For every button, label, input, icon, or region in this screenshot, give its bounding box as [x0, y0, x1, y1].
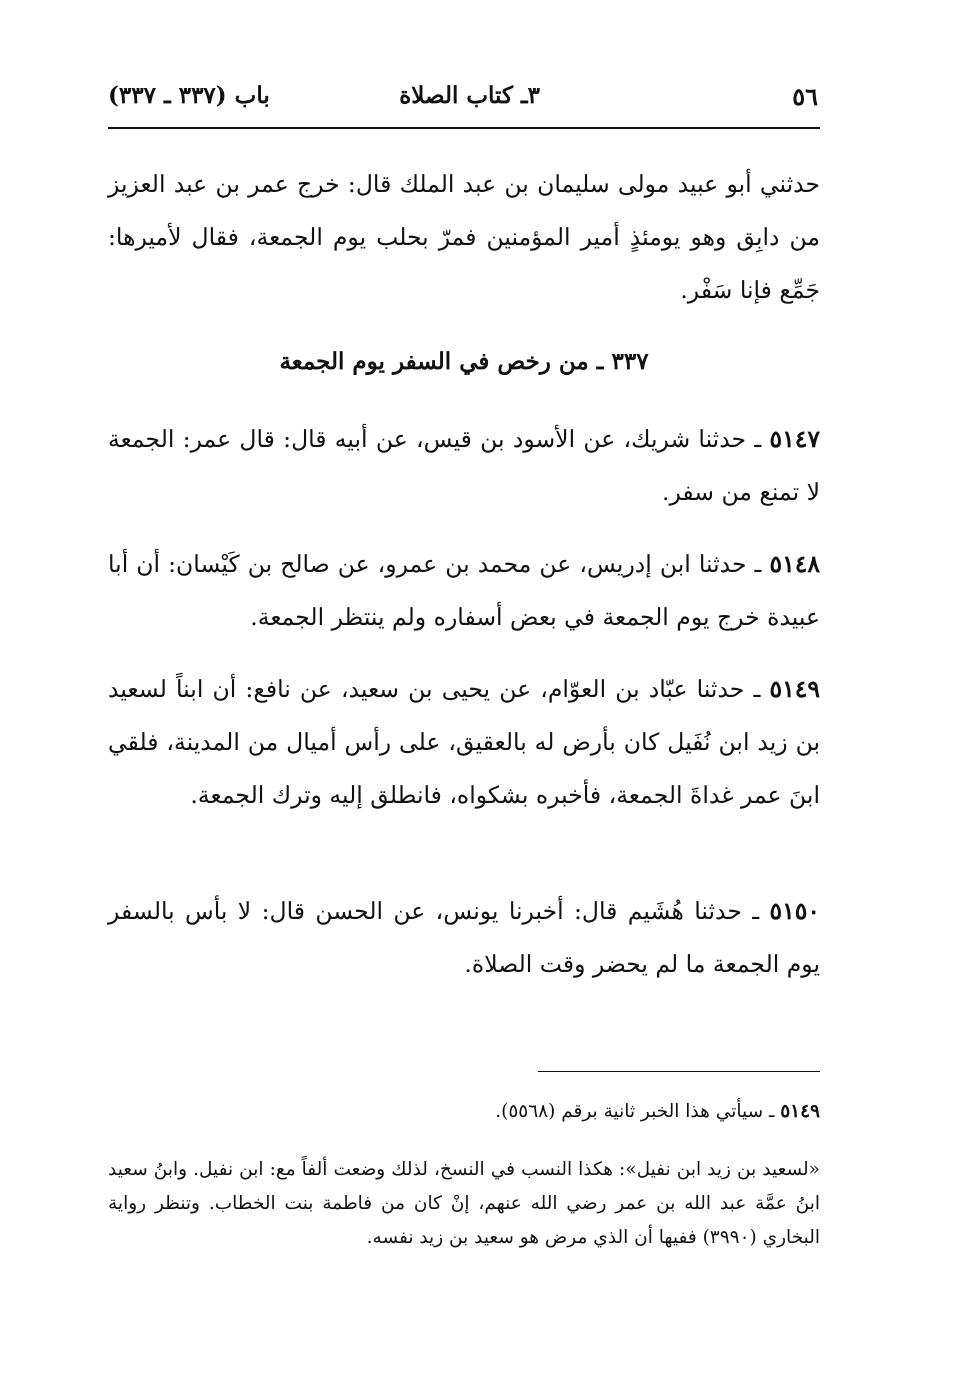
footnote-text: «لسعيد بن زيد ابن نفيل»: هكذا النسب في النسخ، لذلك وضعت ألفاً مع: ابن نفيل. وابنُ سعيد ابنُ عمَّة عبد الله بن عمر رضي الله عنهم، إنْ كان من فاطمة بنت الخطاب. وتنظر رواية البخاري (٣٩٩٠) ففيها أن الذي مرض هو سعيد بن زيد نفسه. [108, 1159, 820, 1248]
hadith-number: ٥١٤٨ [769, 550, 820, 578]
hadith-paragraph [108, 663, 820, 822]
page-number: ٥٦ [792, 82, 818, 111]
footnote [108, 1095, 820, 1129]
hadith-text: ـ حدثنا هُشَيم قال: أخبرنا يونس، عن الحسن قال: لا بأس بالسفر يوم الجمعة ما لم يحضر وقت الصلاة. [108, 897, 820, 978]
hadith-number: ٥١٤٩ [769, 675, 820, 703]
footnote-divider [538, 1071, 820, 1072]
book-title: ٣ـ كتاب الصلاة [399, 82, 540, 109]
hadith-number: ٥١٥٠ [769, 897, 820, 925]
section-title: ٣٣٧ ـ من رخص في السفر يوم الجمعة [279, 348, 649, 375]
intro-paragraph [108, 158, 820, 317]
hadith-paragraph [108, 538, 820, 644]
hadith-paragraph [108, 885, 820, 991]
footnote [108, 1153, 820, 1255]
hadith-text: ـ حدثنا عبّاد بن العوّام، عن يحيى بن سعيد، عن نافع: أن ابناً لسعيد بن زيد ابن نُفَيل كان بأرض له بالعقيق، على رأس أميال من المدينة، فلقي ابنَ عمر غداةَ الجمعة، فأخبره بشكواه، فانطلق إليه وترك الجمعة. [108, 675, 820, 809]
footnote-number: ٥١٤٩ [780, 1101, 820, 1122]
hadith-text: ـ حدثنا ابن إدريس، عن محمد بن عمرو، عن صالح بن كَيْسان: أن أبا عبيدة خرج يوم الجمعة في بعض أسفاره ولم ينتظر الجمعة. [108, 550, 820, 631]
header-divider [108, 127, 820, 129]
intro-text: حدثني أبو عبيد مولى سليمان بن عبد الملك قال: خرج عمر بن عبد العزيز من دابِق وهو يومئذٍ أمير المؤمنين فمرّ بحلب يوم الجمعة، فقال لأميرها: جَمِّع فإنا سَفْر. [108, 170, 820, 304]
hadith-number: ٥١٤٧ [769, 425, 820, 453]
hadith-paragraph [108, 413, 820, 519]
footnote-text: ـ سيأتي هذا الخبر ثانية برقم (٥٥٦٨). [495, 1101, 781, 1122]
page-header [108, 82, 820, 122]
chapter-range: باب (٣٣٧ ـ ٣٣٧) [108, 82, 270, 109]
hadith-text: ـ حدثنا شريك، عن الأسود بن قيس، عن أبيه قال: قال عمر: الجمعة لا تمنع من سفر. [108, 425, 820, 506]
